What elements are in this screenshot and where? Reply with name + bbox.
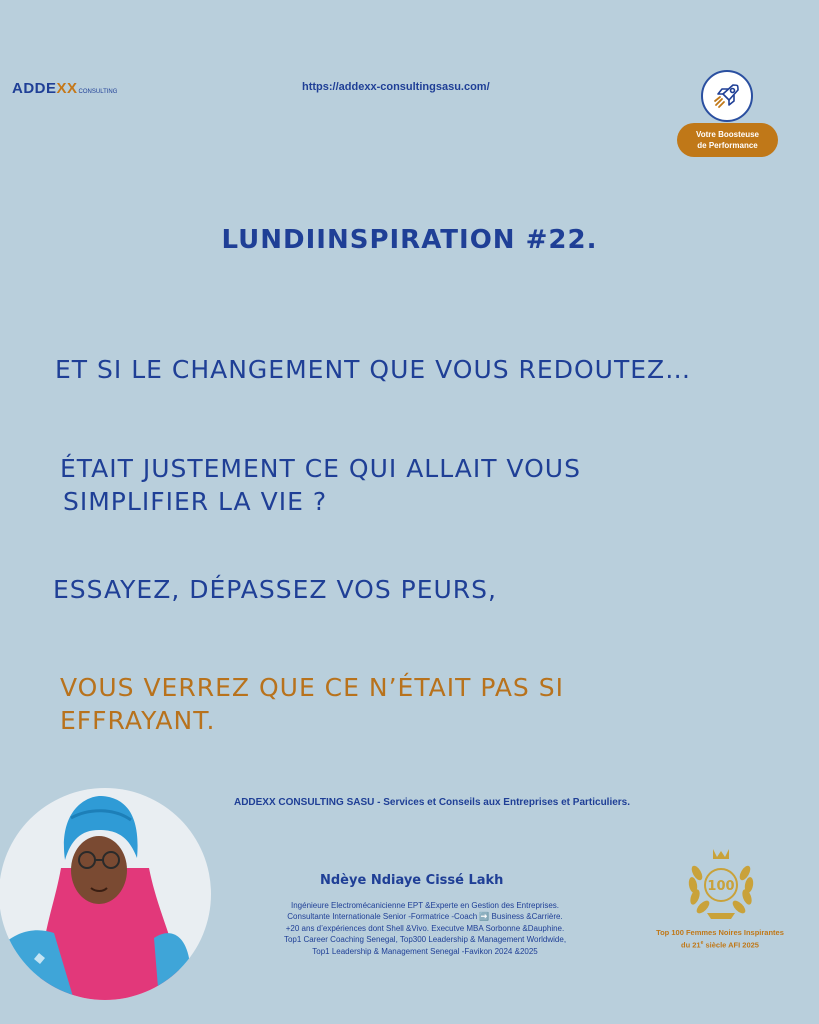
logo-text-accent: XX (56, 80, 78, 97)
award-number: 100 (707, 879, 735, 894)
logo-subtext: CONSULTING (78, 89, 118, 95)
company-tagline: ADDEXX CONSULTING SASU - Services et Conseils aux Entreprises et Particuliers. (233, 797, 631, 808)
quote-line-2a: ÉTAIT JUSTEMENT CE QUI ALLAIT VOUS (60, 454, 581, 483)
bio-line-5: Top1 Leadership & Management Senegal -Favikon 2024 &2025 (312, 946, 538, 956)
website-link[interactable]: https://addexx-consultingsasu.com/ (302, 81, 490, 93)
bio-line-2: Consultante Internationale Senior -Formatrice -Coach ➡️ Business &Carrière. (287, 912, 563, 922)
company-logo (12, 80, 117, 97)
quote-line-4a: VOUS VERREZ QUE CE N’ÉTAIT PAS SI (60, 673, 564, 702)
laurel-award-icon (683, 845, 759, 921)
award-line-1: Top 100 Femmes Noires Inspirantes (656, 928, 784, 937)
person-name: Ndèye Ndiaye Cissé Lakh (320, 873, 504, 888)
bio-line-4: Top1 Career Coaching Senegal, Top300 Leadership & Management Worldwide, (283, 935, 567, 945)
bio-line-1: Ingénieure Electromécanicienne EPT &Experte en Gestion des Entreprises. (291, 901, 559, 910)
performance-badge (677, 123, 778, 157)
person-bio (240, 900, 610, 957)
bio-line-3: +20 ans d’expériences dont Shell &Vivo. Executve MBA Sorbonne &Dauphine. (285, 923, 565, 933)
quote-line-2b: SIMPLIFIER LA VIE ? (63, 487, 328, 516)
quote-line-3: ESSAYEZ, DÉPASSEZ VOS PEURS, (53, 575, 497, 604)
award-caption (640, 928, 800, 951)
quote-line-4b: EFFRAYANT. (60, 706, 216, 735)
badge-line-2: de Performance (697, 141, 758, 150)
logo-text-main: ADDE (12, 80, 57, 97)
portrait-photo (0, 788, 211, 1000)
quote-line-1: ET SI LE CHANGEMENT QUE VOUS REDOUTEZ… (55, 355, 692, 384)
rocket-icon (701, 70, 753, 122)
badge-line-1: Votre Boosteuse (696, 130, 759, 139)
award-line-2: du 21e siècle AFI 2025 (681, 940, 759, 950)
page-title: LUNDIINSPIRATION #22. (221, 225, 598, 255)
